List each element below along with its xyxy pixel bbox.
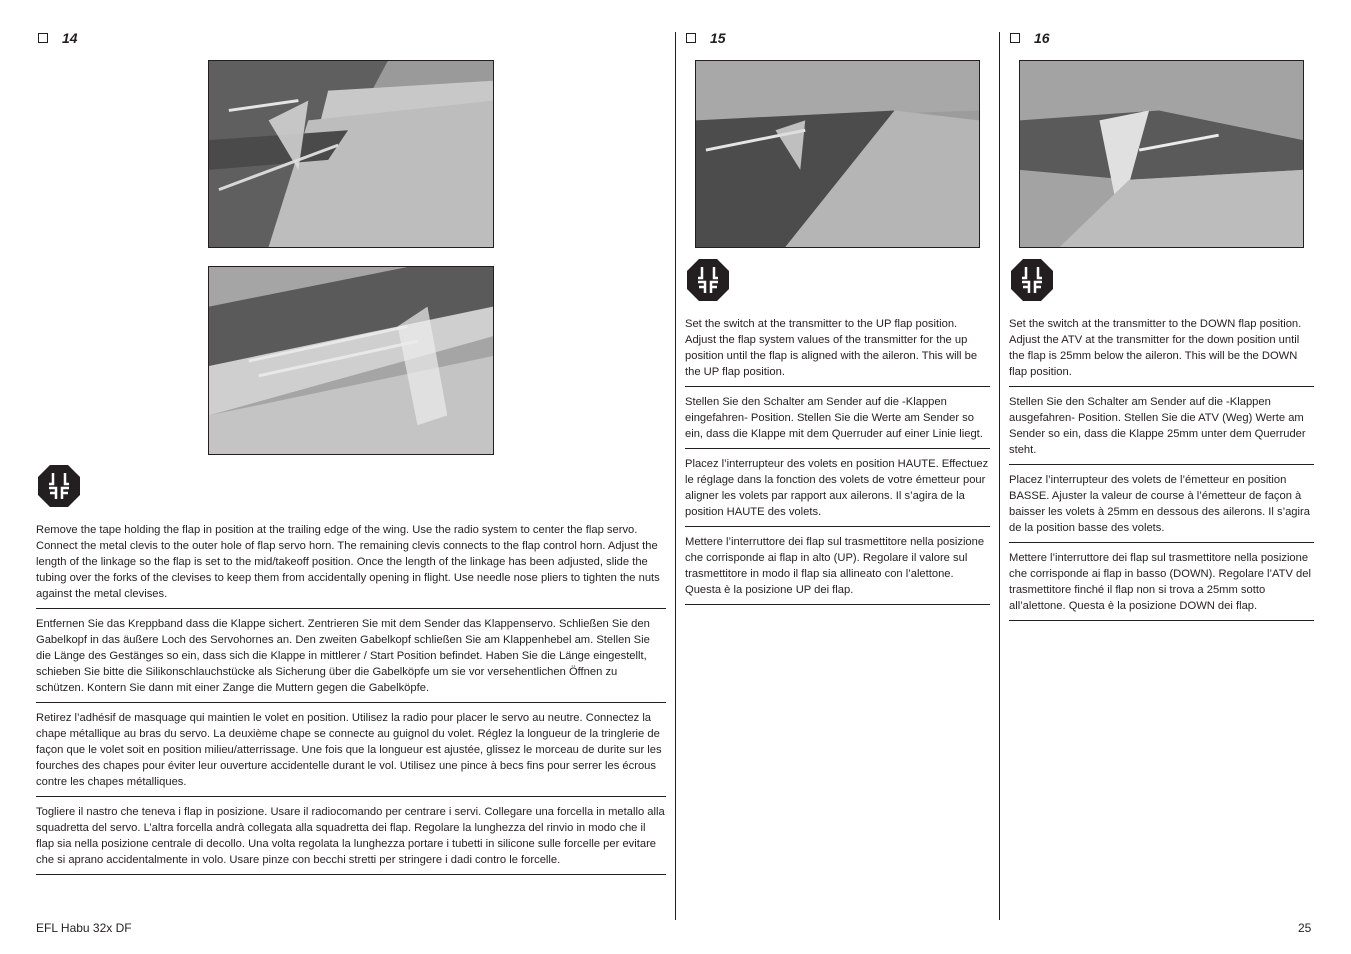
photo-flap-down-position	[1019, 60, 1304, 248]
paragraph-french: Placez l’interrupteur des volets en position HAUTE. Effectuez le réglage dans la fonction des volets de votre émetteur pour aligner les volets par rapport aux ailerons. Il s’agira de la position HAUTE des volets.	[685, 456, 990, 527]
checkbox-icon[interactable]	[686, 33, 696, 43]
page-number: 25	[1298, 921, 1312, 935]
paragraph-german: Stellen Sie den Schalter am Sender auf die -Klappen ausgefahren- Position. Stellen Sie die ATV (Weg) Werte am Sender so ein, dass die Klappe 25mm unter dem Querruder steht.	[1009, 394, 1314, 465]
checkbox-icon[interactable]	[38, 33, 48, 43]
paragraph-italian: Mettere l’interruttore dei flap sul trasmettitore nella posizione che corrisponde ai flap in basso (DOWN). Regolare l’ATV del trasmettitore finché il flap non si trova a 25mm sotto all’alettone. Questa è la posizione DOWN dei flap.	[1009, 550, 1314, 621]
step-number: 14	[62, 30, 78, 46]
instructions-column-step-16	[1009, 316, 1314, 628]
horizon-hobby-logo-icon	[686, 258, 730, 302]
paragraph-french: Retirez l’adhésif de masquage qui maintien le volet en position. Utilisez la radio pour placer le servo au neutre. Connectez la chape métallique au bras du servo. La deuxième chape se connecte au guignol du volet. Réglez la longueur de la tringlerie de façon que le volet soit en position milieu/atterrissage. Une fois que la longueur est ajustée, glissez le morceau de durite sur les fourches des chapes pour éviter leur ouverture accidentelle durant le vol. Utilisez une pince à becs fins pour serrer les écrous contre les chapes métalliques.	[36, 710, 666, 797]
paragraph-italian: Mettere l’interruttore dei flap sul trasmettitore nella posizione che corrisponde ai flap in alto (UP). Regolare il valore sul trasmettitore in modo il flap sia allineato con l’alettone. Questa è la posizione UP dei flap.	[685, 534, 990, 605]
paragraph-english: Set the switch at the transmitter to the UP flap position. Adjust the flap system values of the transmitter for the up position until the flap is aligned with the aileron. This will be the UP flap position.	[685, 316, 990, 387]
photo-flap-linkage-top	[208, 60, 494, 248]
paragraph-english: Remove the tape holding the flap in position at the trailing edge of the wing. Use the radio system to center the flap servo. Connect the metal clevis to the outer hole of flap servo horn. The remaining clevis connects to the flap control horn. Adjust the length of the linkage so the flap is set to the mid/takeoff position. Once the length of the linkage has been adjusted, slide the tubing over the forks of the clevises to keep them from accidentally opening in flight. Use needle nose pliers to tighten the nuts against the metal clevises.	[36, 522, 666, 609]
paragraph-italian: Togliere il nastro che teneva i flap in posizione. Usare il radiocomando per centrare i servi. Collegare una forcella in metallo alla squadretta del servo. L’altra forcella andrà collegata alla squadretta dei flap. Regolare la lunghezza del rinvio in modo che il flap sia nella posizione centrale di decollo. Una volta regolata la lunghezza portare i tubetti in silicone sulle forcelle per evitare che si aprano accidentalmente in volo. Usare pinze con becchi stretti per stringere i dadi contro le forcelle.	[36, 804, 666, 875]
instructions-column-step-14	[36, 522, 666, 882]
column-divider	[675, 32, 676, 920]
footer-product-name: EFL Habu 32x DF	[36, 921, 132, 935]
instructions-column-step-15	[685, 316, 990, 612]
column-divider	[999, 32, 1000, 920]
paragraph-english: Set the switch at the transmitter to the DOWN flap position. Adjust the ATV at the transmitter for the down position until the flap is 25mm below the aileron. This will be the DOWN flap position.	[1009, 316, 1314, 387]
paragraph-french: Placez l’interrupteur des volets de l’émetteur en position BASSE. Ajuster la valeur de course à l’émetteur de façon à baisser les volets à 25mm en dessous des ailerons. Il s’agira de la position basse des volets.	[1009, 472, 1314, 543]
step-header-16	[1010, 30, 1050, 46]
step-number: 16	[1034, 30, 1050, 46]
step-number: 15	[710, 30, 726, 46]
horizon-hobby-logo-icon	[37, 464, 81, 508]
step-header-15	[686, 30, 726, 46]
photo-flap-up-position	[695, 60, 980, 248]
photo-flap-linkage-bottom	[208, 266, 494, 455]
horizon-hobby-logo-icon	[1010, 258, 1054, 302]
paragraph-german: Entfernen Sie das Kreppband dass die Klappe sichert. Zentrieren Sie mit dem Sender das Klappenservo. Schließen Sie den Gabelkopf in das äußere Loch des Servohornes an. Den zweiten Gabelkopf schließen Sie am Klappenhebel am. Stellen Sie die Länge des Gestänges so ein, dass sich die Klappe in mittlerer / Start Position befindet. Haben Sie die Länge eingestellt, schieben Sie bitte die Silikonschlauchstücke als Sicherung über die Gabelköpfe um sie vor versehentlichen Öffnen zu schützen. Kontern Sie dann mit einer Zange die Muttern gegen die Gabelköpfe.	[36, 616, 666, 703]
checkbox-icon[interactable]	[1010, 33, 1020, 43]
paragraph-german: Stellen Sie den Schalter am Sender auf die -Klappen eingefahren- Position. Stellen Sie die Werte am Sender so ein, dass die Klappe mit dem Querruder auf einer Linie liegt.	[685, 394, 990, 449]
step-header-14	[38, 30, 78, 46]
